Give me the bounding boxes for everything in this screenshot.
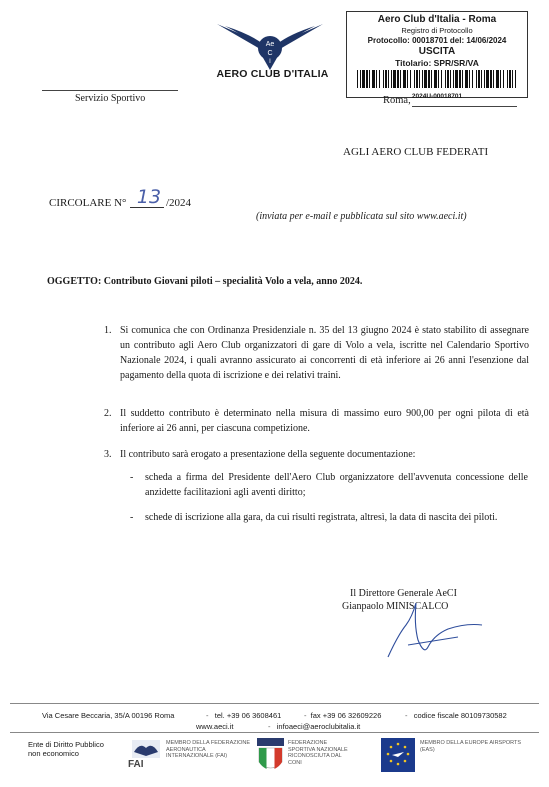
legal-status: Ente di Diritto Pubblico non economico xyxy=(28,740,104,758)
barcode-bar xyxy=(450,70,451,88)
svg-text:Ae: Ae xyxy=(265,41,275,48)
barcode-bar xyxy=(509,70,511,88)
barcode-bar xyxy=(453,70,454,88)
separator: - xyxy=(268,722,271,731)
barcode-bar xyxy=(465,70,468,88)
signatory-title: Il Direttore Generale AeCI xyxy=(350,588,457,599)
barcode-bar xyxy=(410,70,411,88)
stamp-protocol: Protocollo: 00018701 del: 14/06/2024 xyxy=(367,36,507,45)
sub-list-item xyxy=(130,510,528,525)
svg-text:C: C xyxy=(267,50,273,57)
item-number: 3. xyxy=(104,449,112,460)
footer-divider xyxy=(10,732,539,733)
barcode-bar xyxy=(515,70,516,88)
barcode-bar xyxy=(403,70,406,88)
barcode-bar xyxy=(400,70,401,88)
email-link[interactable] xyxy=(268,722,360,731)
sub-item-text: scheda a firma del Presidente dell'Aero Club organizzatore dell'avvenuta concessione delle anzidette facilitazioni agli aventi diritto; xyxy=(145,472,528,498)
phone-number: tel. +39 06 3608461 xyxy=(214,711,282,720)
stamp-direction: USCITA xyxy=(418,46,456,57)
barcode-bar xyxy=(393,70,396,88)
eas-logo-icon xyxy=(381,738,415,772)
fai-description: MEMBRO DELLA FEDERAZIONE AERONAUTICA INTERNAZIONALE (FAI) xyxy=(166,740,251,759)
barcode-icon xyxy=(357,70,517,88)
barcode-bar xyxy=(459,70,461,88)
bullet-dash: - xyxy=(130,472,134,483)
bullet-dash: - xyxy=(130,512,134,523)
barcode-bar xyxy=(493,70,494,88)
barcode-bar xyxy=(357,70,358,88)
email-address: infoaeci@aeroclubitalia.it xyxy=(276,722,361,731)
barcode-bar xyxy=(507,70,508,88)
footer-divider xyxy=(10,703,539,704)
sub-list-item xyxy=(130,470,528,500)
barcode-bar xyxy=(472,70,473,88)
barcode-bar xyxy=(379,70,380,88)
subject: OGGETTO: Contributo Giovani piloti – specialità Volo a vela, anno 2024. xyxy=(47,276,363,287)
barcode-bar xyxy=(385,70,387,88)
circular-number-line xyxy=(130,207,164,208)
barcode-bar xyxy=(383,70,384,88)
barcode-bar xyxy=(462,70,463,88)
sub-item-text: schede di iscrizione alla gara, da cui risulti registrata, altresì, la data di nascita dei piloti. xyxy=(145,512,498,523)
item-text: Si comunica che con Ordinanza Presidenziale n. 35 del 13 giugno 2024 è stato stabilito di assegnare un contributo agli Aero Club organizzatori di gare di Volo a vela, iscritte nel Calendario Sportivo Nazionale 2024, i quali avranno assicurato ai concorrenti di età inferiore ai 26 anni l'esenzione dal pagamento della quota di iscrizione e dei relativi traini. xyxy=(120,325,529,381)
barcode-bar xyxy=(445,70,446,88)
list-item xyxy=(104,406,529,436)
circular-year: /2024 xyxy=(166,197,192,209)
website-link[interactable]: www.aeci.it xyxy=(196,722,234,731)
barcode-bar xyxy=(360,70,361,88)
barcode-bar xyxy=(428,70,430,88)
org-name: AERO CLUB D'ITALIA xyxy=(216,68,329,80)
protocol-stamp xyxy=(346,11,528,98)
barcode-bar xyxy=(484,70,485,88)
barcode-bar xyxy=(416,70,418,88)
barcode-bar xyxy=(414,70,415,88)
phone xyxy=(206,711,281,720)
barcode-bar xyxy=(438,70,439,88)
barcode-bar xyxy=(388,70,389,88)
tax-code xyxy=(405,711,507,720)
barcode-bar xyxy=(447,70,449,88)
barcode-bar xyxy=(476,70,477,88)
item-text: Il contributo sarà erogato a presentazione della seguente documentazione: xyxy=(120,449,416,460)
stamp-org: Aero Club d'Italia - Roma xyxy=(377,14,497,25)
fax xyxy=(304,711,381,720)
separator: - xyxy=(206,711,209,720)
signatory-name: Gianpaolo MINISCALCO xyxy=(342,601,449,612)
item-number: 2. xyxy=(104,408,112,419)
barcode-bar xyxy=(397,70,399,88)
barcode-bar xyxy=(407,70,408,88)
barcode-bar xyxy=(500,70,501,88)
eas-description: MEMBRO DELLA EUROPE AIRSPORTS (EAS) xyxy=(420,740,522,753)
barcode-bar xyxy=(486,70,489,88)
separator: - xyxy=(405,711,408,720)
item-number: 1. xyxy=(104,325,112,336)
fax-number: fax +39 06 32609226 xyxy=(310,711,382,720)
barcode-bar xyxy=(478,70,480,88)
circular-label: CIRCOLARE N° xyxy=(49,197,127,209)
barcode-bar xyxy=(376,70,377,88)
separator: - xyxy=(304,711,307,720)
tax-code-value: codice fiscale 80109730582 xyxy=(413,711,507,720)
barcode-bar xyxy=(431,70,432,88)
item-text: Il suddetto contributo è determinato nella misura di massimo euro 900,00 per ogni pilota di età inferiore ai 26 anni, per ciascuna competizione. xyxy=(120,408,529,434)
date-line xyxy=(412,106,517,107)
coni-description: FEDERAZIONE SPORTIVA NAZIONALE RICONOSCIUTA DAL CONI xyxy=(288,740,348,766)
fai-label: FAI xyxy=(128,759,144,770)
circular-number: 13 xyxy=(136,186,162,208)
header-divider xyxy=(42,90,178,91)
barcode-bar xyxy=(503,70,504,88)
list-item xyxy=(104,323,529,383)
stamp-code: 2024U-00018701 xyxy=(411,93,463,100)
barcode-bar xyxy=(481,70,482,88)
barcode-bar xyxy=(419,70,420,88)
recipient: AGLI AERO CLUB FEDERATI xyxy=(343,146,489,158)
barcode-bar xyxy=(424,70,427,88)
barcode-bar xyxy=(455,70,458,88)
stamp-classification: Titolario: SPR/SR/VA xyxy=(395,58,479,68)
barcode-bar xyxy=(369,70,370,88)
barcode-bar xyxy=(441,70,442,88)
barcode-bar xyxy=(496,70,499,88)
department: Servizio Sportivo xyxy=(75,93,146,104)
svg-text:I: I xyxy=(269,59,271,65)
address: Via Cesare Beccaria, 35/A 00196 Roma xyxy=(42,711,175,720)
barcode-bar xyxy=(490,70,492,88)
barcode-bar xyxy=(422,70,423,88)
delivery-note: (inviata per e-mail e pubblicata sul sito www.aeci.it) xyxy=(256,211,467,222)
handwritten-signature xyxy=(378,595,488,665)
barcode-bar xyxy=(391,70,392,88)
barcode-bar xyxy=(434,70,437,88)
coni-logo-icon xyxy=(257,738,284,774)
barcode-bar xyxy=(512,70,513,88)
city-label: Roma, xyxy=(383,95,411,106)
list-item xyxy=(104,447,529,462)
stamp-register: Registro di Protocollo xyxy=(401,26,473,35)
barcode-bar xyxy=(366,70,368,88)
barcode-bar xyxy=(362,70,365,88)
barcode-bar xyxy=(469,70,470,88)
barcode-bar xyxy=(372,70,375,88)
